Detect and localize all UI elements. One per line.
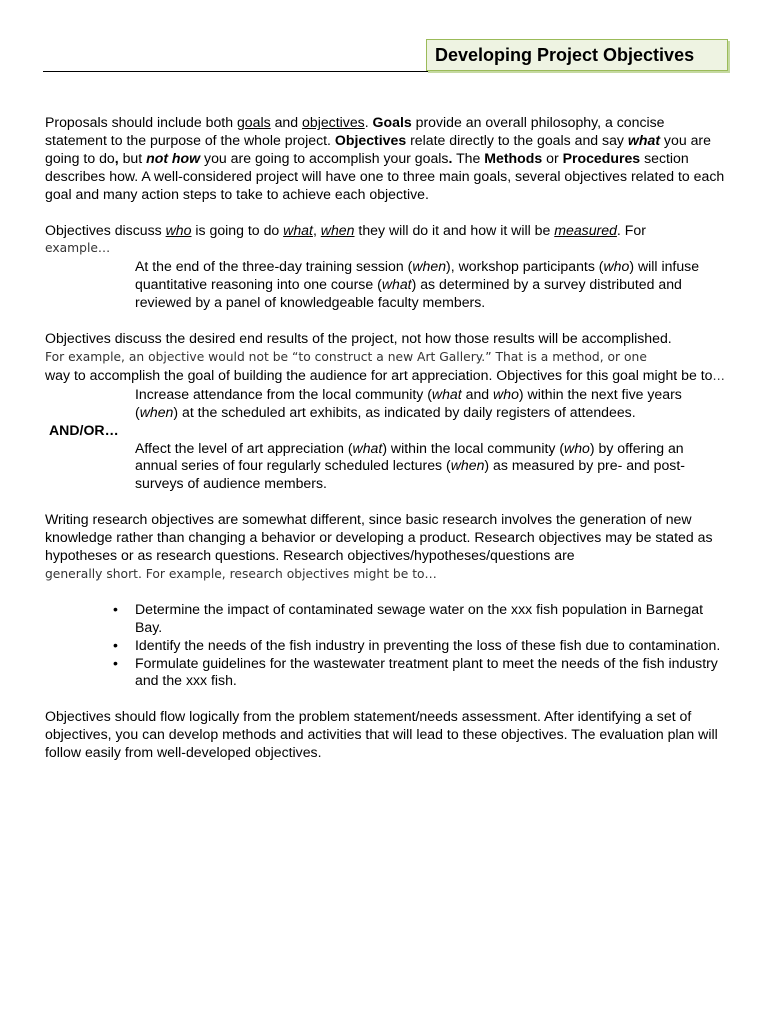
paragraph-flow-logically: Objectives should flow logically from the problem statement/needs assessment. After identifying a set of objectives, you can develop methods and activities that will lead to these objectives. The evaluation plan will follow easily from well-developed objectives. (45, 708, 718, 761)
goals-underlined: goals (236, 114, 271, 130)
objectives-underlined: objectives (302, 114, 365, 130)
list-item: • Determine the impact of contaminated sewage water on the xxx fish population in Barnegat Bay. (113, 600, 703, 635)
paragraph-who-what-when: Objectives discuss who is going to do what, when they will do it and how it will be measured. For example… (45, 221, 646, 256)
example-art-appreciation: Affect the level of art appreciation (what) within the local community (who) by offering an annual series of four regularly scheduled lectures (when) as measured by pre- and post-surveys of audience members. (135, 439, 685, 492)
paragraph-goals-objectives: Proposals should include both goals and objectives. Goals provide an overall philosophy, a concise statement to the purpose of the whole project. Objectives relate directly to the goals and say what you are going to do, but not how you are going to accomplish your goals. The Methods or Procedures section describes how. A well-considered project will have one to three main goals, several objectives related to each goal and many action steps to take to achieve each objective. (45, 114, 725, 202)
header-rule (43, 71, 428, 72)
bullet-icon: • (113, 636, 118, 653)
paragraph-research-objectives: Writing research objectives are somewhat different, since basic research involves the generation of new knowledge rather than changing a behavior or developing a product. Research objectives may be stated as hypotheses or as research questions. Research objectives/hypotheses/questions are generally short. For example, research objectives might be to… (45, 511, 713, 581)
example-attendance: Increase attendance from the local community (what and who) within the next five years (when) at the scheduled art exhibits, as indicated by daily registers of attendees. (135, 385, 682, 420)
document-body (45, 114, 727, 762)
and-or-label: AND/OR… (49, 421, 119, 438)
list-item: • Identify the needs of the fish industry in preventing the loss of these fish due to contamination. (113, 636, 721, 653)
title-box (426, 39, 728, 71)
page-title: Developing Project Objectives (435, 45, 695, 65)
bullet-icon: • (113, 600, 118, 617)
example-training-session: At the end of the three-day training session (when), workshop participants (who) will infuse quantitative reasoning into one course (what) as determined by a survey distributed and reviewed by a panel of knowledgeable faculty members. (135, 258, 700, 311)
list-item: • Formulate guidelines for the wastewater treatment plant to meet the needs of the fish industry and the xxx fish. (113, 654, 718, 689)
bullet-icon: • (113, 654, 118, 671)
research-objectives-list (45, 601, 727, 691)
paragraph-end-results: Objectives discuss the desired end results of the project, not how those results will be accomplished. For example, an objective would not be “to construct a new Art Gallery.” That is a method, or one way to accomplish the goal of building the audience for art appreciation. Objectives for this goal might be to… (45, 330, 725, 383)
